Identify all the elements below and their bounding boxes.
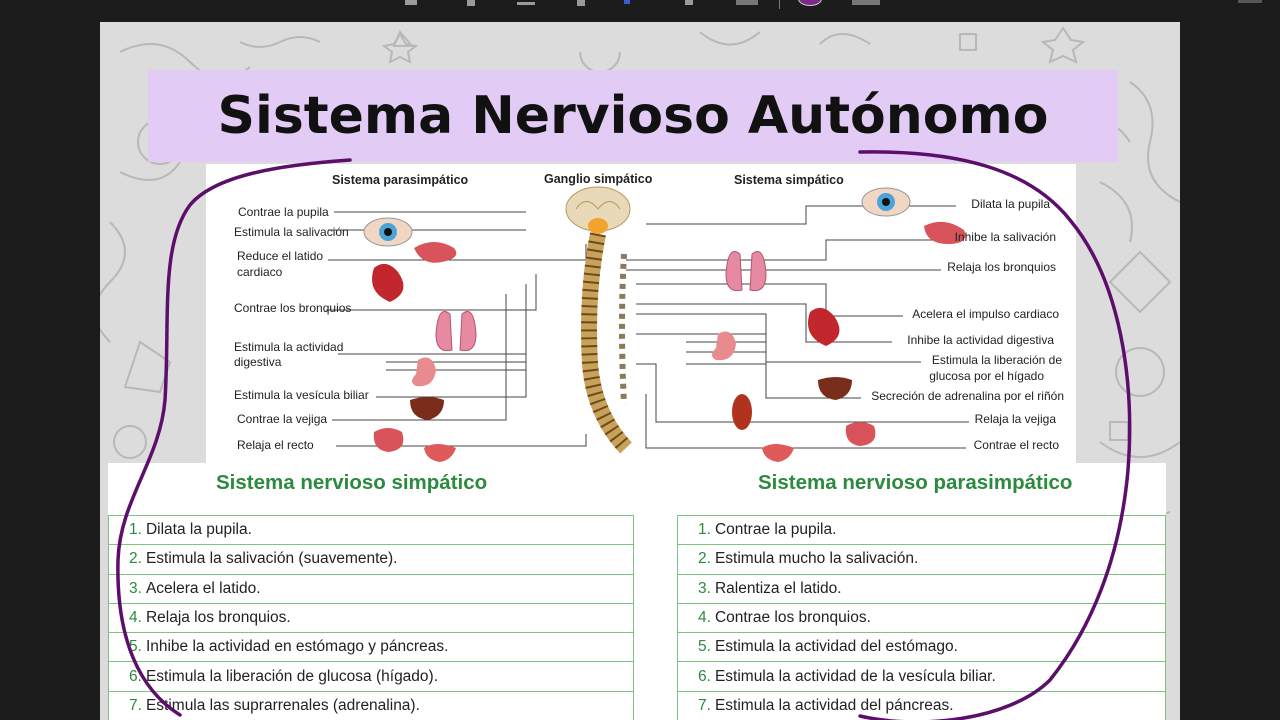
window-control-icon[interactable] (1238, 0, 1262, 3)
left-label: Estimula la vesícula biliar (234, 388, 369, 402)
right-label: Dilata la pupila (971, 197, 1050, 211)
right-label: Secreción de adrenalina por el riñón (871, 389, 1064, 403)
underline-icon[interactable] (517, 2, 535, 5)
left-label: Contrae los bronquios (234, 301, 352, 315)
list-item: 6. Estimula la actividad de la vesícula biliar. (677, 662, 1166, 691)
slide (100, 22, 1180, 720)
list-item: 3. Ralentiza el latido. (677, 575, 1166, 604)
right-label: Acelera el impulso cardiaco (912, 307, 1059, 321)
list-item: 7. Estimula la actividad del páncreas. (677, 692, 1166, 720)
left-label: cardiaco (237, 265, 283, 279)
color-swatch-icon[interactable] (798, 0, 822, 6)
list-item: 5. Inhibe la actividad en estómago y páncreas. (108, 633, 634, 662)
list-title-parasimpatico: Sistema nervioso parasimpático (758, 471, 1073, 494)
left-label: Contrae la pupila (238, 205, 329, 219)
list-item: 2. Estimula mucho la salivación. (677, 545, 1166, 574)
clear-icon[interactable] (736, 0, 758, 5)
list-title-simpatico: Sistema nervioso simpático (216, 471, 488, 494)
highlighter-icon[interactable] (577, 0, 585, 6)
pen-blue-icon[interactable] (624, 0, 630, 4)
right-label: Estimula la liberación de (931, 353, 1062, 367)
left-label: Reduce el latido (237, 249, 324, 263)
pointer-icon[interactable] (685, 0, 693, 5)
list-item: 2. Estimula la salivación (suavemente). (108, 545, 634, 574)
comparison-lists (108, 463, 1166, 720)
list-item: 3. Acelera el latido. (108, 575, 634, 604)
slide-title: Sistema Nervioso Autónomo (217, 86, 1049, 146)
annotation-toolbar (0, 0, 1280, 20)
left-label: digestiva (234, 355, 282, 369)
list-item: 4. Contrae los bronquios. (677, 604, 1166, 633)
right-label: glucosa por el hígado (929, 369, 1044, 383)
left-label: Contrae la vejiga (237, 412, 328, 426)
left-label: Estimula la actividad (234, 340, 344, 354)
list-simpatico (108, 515, 634, 720)
list-item: 7. Estimula las suprarrenales (adrenalina). (108, 692, 634, 720)
menu-icon[interactable] (852, 0, 880, 5)
title-box (148, 70, 1118, 162)
header-simpatico: Sistema simpático (734, 173, 844, 187)
nervous-system-diagram (206, 164, 1076, 464)
header-ganglio: Ganglio simpático (544, 172, 653, 186)
list-item: 4. Relaja los bronquios. (108, 604, 634, 633)
right-label: Contrae el recto (973, 438, 1059, 452)
right-label: Inhibe la salivación (954, 230, 1056, 244)
list-item: 1. Contrae la pupila. (677, 516, 1166, 545)
list-item: 5. Estimula la actividad del estómago. (677, 633, 1166, 662)
list-item: 1. Dilata la pupila. (108, 516, 634, 545)
toolbar-divider (779, 0, 780, 9)
list-parasimpatico (677, 515, 1166, 720)
eraser-icon[interactable] (467, 0, 475, 6)
list-item: 6. Estimula la liberación de glucosa (hígado). (108, 662, 634, 691)
pen-icon[interactable] (405, 0, 417, 5)
header-parasimpatico: Sistema parasimpático (332, 173, 469, 187)
left-label: Estimula la salivación (234, 225, 349, 239)
left-label: Relaja el recto (237, 438, 314, 452)
right-label: Relaja la vejiga (974, 412, 1056, 426)
right-label: Relaja los bronquios (947, 260, 1056, 274)
right-label: Inhibe la actividad digestiva (907, 333, 1054, 347)
